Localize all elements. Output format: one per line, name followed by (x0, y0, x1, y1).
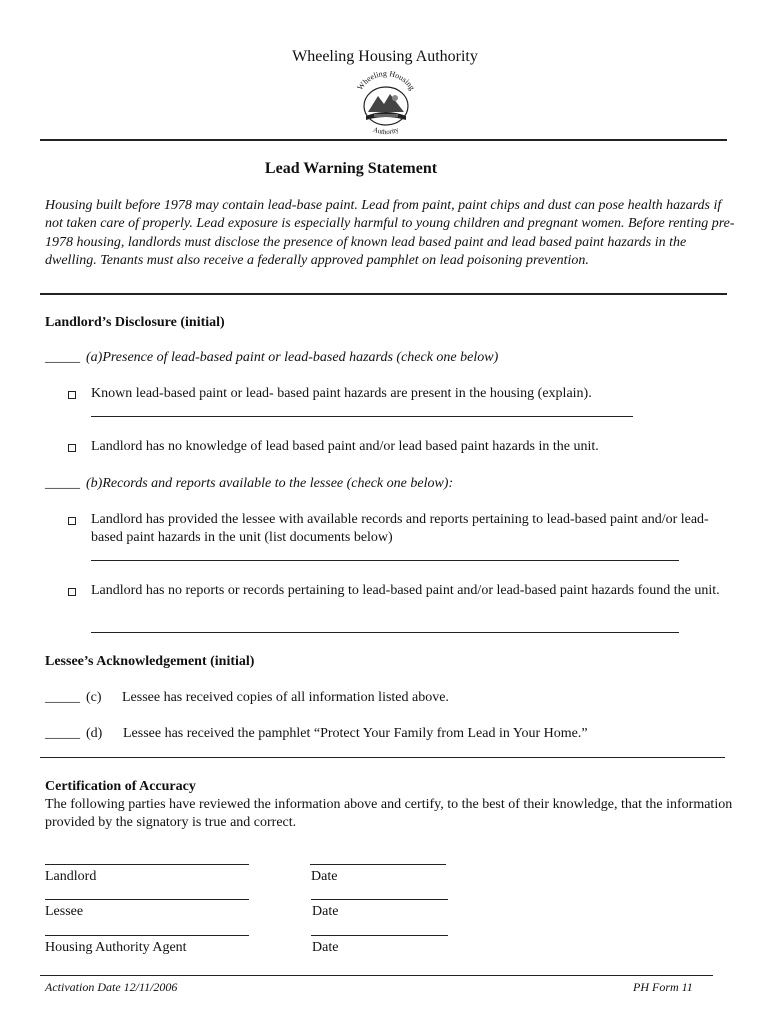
documents-line[interactable] (91, 560, 679, 561)
explain-line[interactable] (91, 416, 633, 417)
logo-text-bottom: Authority (371, 125, 401, 137)
item-d-letter: (d) (86, 726, 103, 741)
option-no-records: Landlord has no reports or records pertaining to lead-based paint and/or lead-based paint hazards found the unit. (91, 583, 720, 598)
page-title: Lead Warning Statement (264, 160, 438, 177)
initial-blank-c[interactable]: _____ (45, 690, 80, 705)
initial-blank-d[interactable]: _____ (45, 726, 80, 741)
intro-paragraph: Housing built before 1978 may contain lead-base paint. Lead from paint, paint chips and dust can pose health hazards if not taken care of properly. Lead exposure is especially harmful to young children and pregnant women. Before renting pre-1978 housing, landlords must disclose the presence of known lead based paint and lead based paint hazards in the dwelling. Tenants must also receive a federally approved pamphlet on lead poisoning prevention. (45, 198, 735, 268)
lessee-ack-heading: Lessee’s Acknowledgement (initial) (45, 654, 255, 669)
certification-heading: Certification of Accuracy (45, 779, 196, 794)
lessee-date-label: Date (312, 904, 339, 919)
logo-text-top: Wheeling Housing (355, 68, 417, 92)
section-b-label: (b)Records and reports available to the lessee (check one below): (86, 476, 454, 491)
landlord-signature-line[interactable] (45, 864, 249, 865)
option-records-provided: Landlord has provided the lessee with available records and reports pertaining to lead-based paint and/or lead-based paint hazards in the unit (list documents below) (91, 512, 709, 546)
checkbox-records-provided[interactable] (68, 517, 76, 525)
agent-date-line[interactable] (311, 935, 448, 936)
option-no-knowledge: Landlord has no knowledge of lead based paint and/or lead based paint hazards in the unit. (91, 439, 599, 454)
agent-label: Housing Authority Agent (45, 940, 187, 955)
initial-blank-b[interactable]: _____ (45, 476, 80, 491)
checkbox-no-knowledge[interactable] (68, 444, 76, 452)
option-known-lead: Known lead-based paint or lead- based paint hazards are present in the housing (explain). (91, 386, 592, 401)
item-c-text: Lessee has received copies of all information listed above. (122, 690, 449, 705)
form-number: PH Form 11 (633, 980, 693, 994)
no-records-line[interactable] (91, 632, 679, 633)
lessee-label: Lessee (45, 904, 84, 919)
checkbox-no-records[interactable] (68, 588, 76, 596)
agent-signature-line[interactable] (45, 935, 249, 936)
item-d-text: Lessee has received the pamphlet “Protect Your Family from Lead in Your Home.” (123, 726, 588, 741)
checkbox-known-lead[interactable] (68, 391, 76, 399)
intro-divider (40, 293, 727, 295)
lessee-date-line[interactable] (311, 899, 448, 900)
footer-divider (40, 975, 713, 976)
initial-blank-a[interactable]: _____ (45, 350, 80, 365)
landlord-disclosure-heading: Landlord’s Disclosure (initial) (45, 315, 225, 330)
landlord-date-label: Date (311, 869, 338, 884)
agent-date-label: Date (312, 940, 339, 955)
header-divider (40, 139, 727, 141)
lessee-signature-line[interactable] (45, 899, 249, 900)
section-a-label: (a)Presence of lead-based paint or lead-based hazards (check one below) (86, 350, 499, 365)
landlord-label: Landlord (45, 869, 97, 884)
org-name: Wheeling Housing Authority (292, 48, 478, 65)
certification-text: The following parties have reviewed the information above and certify, to the best of their knowledge, that the information provided by the signatory is true and correct. (45, 797, 733, 831)
landlord-date-line[interactable] (310, 864, 446, 865)
svg-text:Authority (372, 125, 400, 136)
item-c-letter: (c) (86, 690, 102, 705)
activation-date: Activation Date 12/11/2006 (45, 980, 178, 994)
ack-divider (40, 757, 725, 758)
housing-authority-logo (350, 68, 422, 138)
